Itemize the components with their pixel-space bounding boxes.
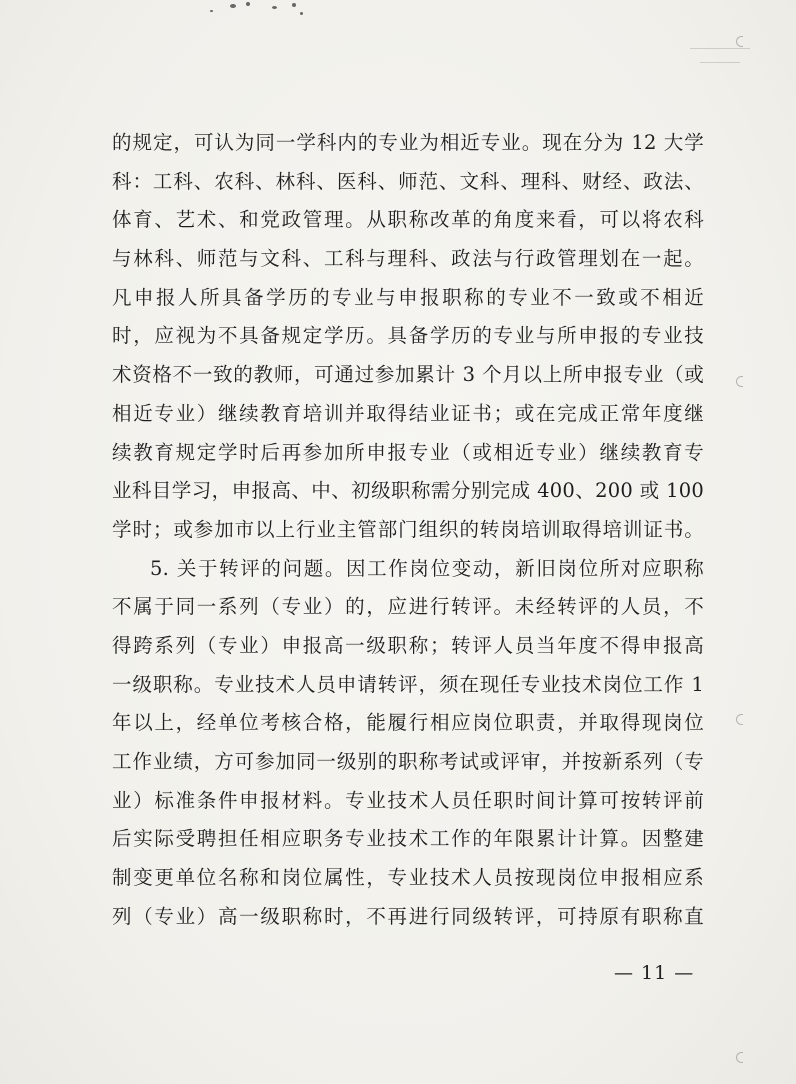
text-line: 业）标准条件申报材料。专业技术人员任职时间计算可按转评前 [112,788,704,812]
binding-hole-mark [736,36,743,47]
text-line: 体育、艺术、和党政管理。从职称改革的角度来看，可以将农科 [112,208,704,232]
scan-speck [272,6,277,9]
scan-speck [292,3,296,7]
scan-streak [700,62,740,63]
text-line: 列（专业）高一级职称时，不再进行同级转评，可持原有职称直 [112,904,704,928]
text-line: 不属于同一系列（专业）的，应进行转评。未经转评的人员，不 [112,595,704,619]
text-line: 学时；或参加市以上行业主管部门组织的转岗培训取得培训证书。 [112,517,704,541]
text-line: 年以上，经单位考核合格，能履行相应岗位职责，并取得现岗位 [112,711,704,735]
text-line: 制变更单位名称和岗位属性，专业技术人员按现岗位申报相应系 [112,866,704,890]
scan-speck [246,2,250,6]
scan-speck [300,12,303,15]
binding-hole-mark [736,714,743,725]
text-line: 一级职称。专业技术人员申请转评，须在现任专业技术岗位工作 1 [112,672,704,696]
text-line: 凡申报人所具备学历的专业与申报职称的专业不一致或不相近 [112,285,704,309]
section-heading-line: 5. 关于转评的问题。因工作岗位变动，新旧岗位所对应职称 [150,556,704,580]
binding-hole-mark [736,376,743,387]
page-number: — 11 — [614,962,695,984]
scan-streak [690,48,750,49]
text-line: 时，应视为不具备规定学历。具备学历的专业与所申报的专业技 [112,324,704,348]
text-line: 业科目学习，申报高、中、初级职称需分别完成 400、200 或 100 [112,479,704,503]
text-line: 得跨系列（专业）申报高一级职称；转评人员当年度不得申报高 [112,633,704,657]
text-line: 相近专业）继续教育培训并取得结业证书；或在完成正常年度继 [112,401,704,425]
text-line: 工作业绩，方可参加同一级别的职称考试或评审，并按新系列（专 [112,750,704,773]
text-line: 术资格不一致的教师，可通过参加累计 3 个月以上所申报专业（或 [112,363,704,387]
binding-hole-mark [736,1052,743,1063]
text-line: 后实际受聘担任相应职务专业技术工作的年限累计计算。因整建 [112,827,704,851]
text-line: 的规定，可认为同一学科内的专业为相近专业。现在分为 12 大学 [112,131,704,154]
scan-speck [210,10,213,12]
text-line: 科：工科、农科、林科、医科、师范、文科、理科、财经、政法、 [112,169,704,193]
document-body [112,124,704,936]
text-line: 与林科、师范与文科、工科与理科、政法与行政管理划在一起。 [112,247,704,271]
scan-speck [230,4,236,8]
text-line: 续教育规定学时后再参加所申报专业（或相近专业）继续教育专 [112,440,704,464]
